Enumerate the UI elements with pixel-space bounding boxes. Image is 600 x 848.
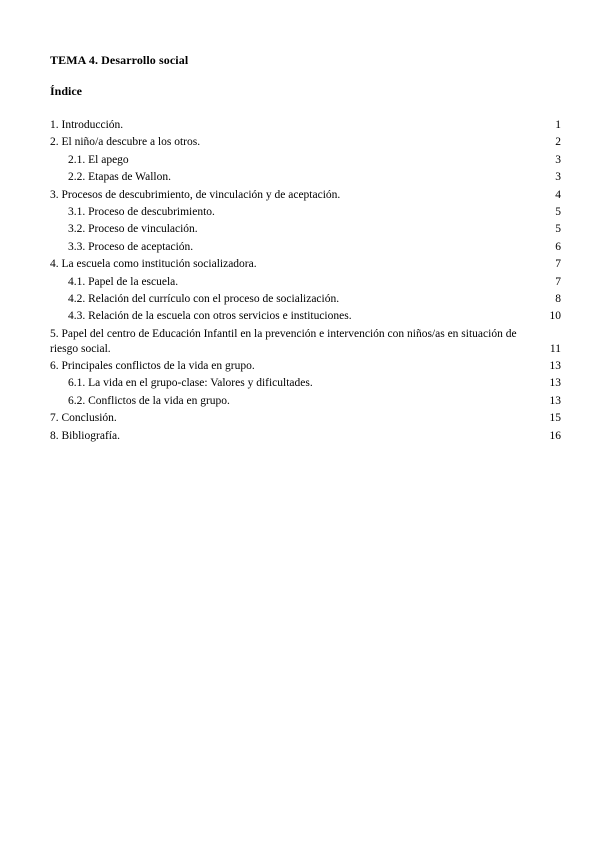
toc-entry-page: 16 (549, 429, 561, 442)
toc-entry-text: 6. Principales conflictos de la vida en grupo. (50, 359, 255, 372)
toc-entry-text: 3. Procesos de descubrimiento, de vinculación y de aceptación. (50, 188, 341, 201)
toc-subentry (50, 221, 561, 238)
toc-entry-text: 3.2. Proceso de vinculación. (68, 223, 198, 236)
toc-entry (50, 327, 561, 356)
toc-subentry (50, 204, 561, 221)
toc-entry-text: 4.3. Relación de la escuela con otros servicios e instituciones. (68, 310, 352, 323)
toc-subentry (50, 308, 561, 325)
toc-entry-text: 4.1. Papel de la escuela. (68, 275, 179, 288)
toc-entry-page: 3 (555, 171, 561, 184)
toc-entry-text: 5. Papel del centro de Educación Infantil en la prevención e intervención con niños/as en situación de riesgo social. (50, 328, 517, 355)
toc-entry-page: 11 (549, 342, 561, 355)
toc-entry-page: 2 (555, 136, 561, 149)
toc-entry-page: 1 (555, 119, 561, 131)
toc-entry-page: 7 (555, 258, 561, 271)
toc-entry-text: 1. Introducción. (50, 119, 124, 131)
toc-entry-text: 2. El niño/a descubre a los otros. (50, 136, 201, 149)
toc-entry-page: 13 (549, 394, 561, 407)
toc-entry-text: 8. Bibliografía. (50, 429, 120, 442)
toc-entry (50, 134, 561, 151)
toc-entry (50, 428, 561, 445)
toc-entry-text: 2.2. Etapas de Wallon. (68, 171, 171, 184)
toc-entry-page: 4 (555, 188, 561, 201)
toc-entry-page: 8 (555, 293, 561, 306)
toc-entry-page: 5 (555, 206, 561, 219)
table-of-contents (50, 117, 561, 445)
toc-entry-page: 13 (549, 359, 561, 372)
toc-entry-page: 7 (555, 275, 561, 288)
toc-entry (50, 256, 561, 273)
toc-entry-text: 4. La escuela como institución socializadora. (50, 258, 257, 271)
toc-entry-text: 3.3. Proceso de aceptación. (68, 240, 194, 253)
toc-subentry (50, 393, 561, 410)
toc-entry (50, 187, 561, 204)
toc-entry (50, 358, 561, 375)
toc-entry-text: 2.1. El apego (68, 153, 129, 166)
toc-subentry (50, 375, 561, 392)
toc-entry-text: 6.2. Conflictos de la vida en grupo. (68, 394, 230, 407)
toc-entry-text: 7. Conclusión. (50, 412, 117, 425)
toc-subentry (50, 152, 561, 169)
toc-entry (50, 410, 561, 427)
toc-entry-page: 15 (549, 412, 561, 425)
toc-entry-page: 13 (549, 377, 561, 390)
toc-entry-text: 4.2. Relación del currículo con el proceso de socialización. (68, 293, 340, 306)
document-title: TEMA 4. Desarrollo social (50, 53, 189, 67)
toc-subentry (50, 239, 561, 256)
toc-subentry (50, 274, 561, 291)
toc-subentry (50, 169, 561, 186)
toc-entry-text: 3.1. Proceso de descubrimiento. (68, 206, 215, 219)
toc-entry-page: 5 (555, 223, 561, 236)
toc-entry-page: 10 (549, 310, 561, 323)
toc-subentry (50, 291, 561, 308)
toc-entry-text: 6.1. La vida en el grupo-clase: Valores y dificultades. (68, 377, 313, 390)
toc-entry-page: 6 (555, 240, 561, 253)
toc-entry (50, 117, 561, 134)
toc-entry-page: 3 (555, 153, 561, 166)
index-heading: Índice (50, 84, 83, 98)
